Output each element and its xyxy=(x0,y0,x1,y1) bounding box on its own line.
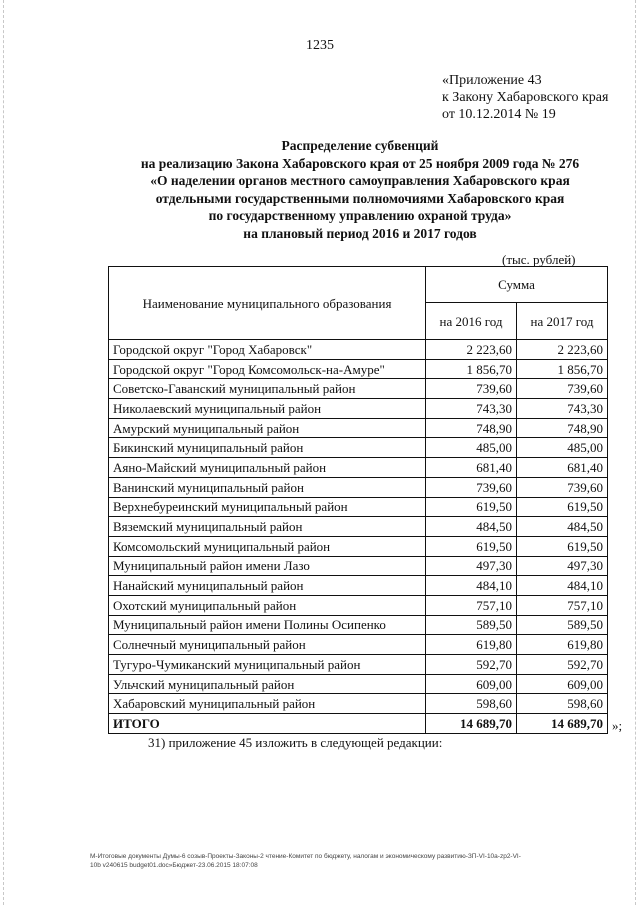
municipality-name: Аяно-Майский муниципальный район xyxy=(109,458,426,478)
municipality-name: Городской округ "Город Комсомольск-на-Амуре" xyxy=(109,359,426,379)
total-label: ИТОГО xyxy=(109,714,426,734)
table-row xyxy=(109,379,608,399)
amount-2016: 484,10 xyxy=(426,576,517,596)
scan-edge-left xyxy=(3,0,5,905)
municipality-name: Ванинский муниципальный район xyxy=(109,477,426,497)
municipality-name: Амурский муниципальный район xyxy=(109,418,426,438)
amount-2017: 619,80 xyxy=(517,635,608,655)
amount-2016: 748,90 xyxy=(426,418,517,438)
municipality-name: Ульчский муниципальный район xyxy=(109,674,426,694)
table-row xyxy=(109,674,608,694)
appendix-line: к Закону Хабаровского края xyxy=(442,90,609,105)
table-row xyxy=(109,694,608,714)
amount-2016: 681,40 xyxy=(426,458,517,478)
municipality-name: Муниципальный район имени Лазо xyxy=(109,556,426,576)
municipality-name: Комсомольский муниципальный район xyxy=(109,536,426,556)
appendix-line: от 10.12.2014 № 19 xyxy=(442,107,556,122)
municipality-name: Муниципальный район имени Полины Осипенко xyxy=(109,615,426,635)
amount-2017: 1 856,70 xyxy=(517,359,608,379)
municipality-name: Николаевский муниципальный район xyxy=(109,399,426,419)
amount-2016: 609,00 xyxy=(426,674,517,694)
municipality-name: Солнечный муниципальный район xyxy=(109,635,426,655)
municipality-name: Верхнебуреинский муниципальный район xyxy=(109,497,426,517)
amount-2016: 589,50 xyxy=(426,615,517,635)
amount-2017: 592,70 xyxy=(517,655,608,675)
amount-2016: 1 856,70 xyxy=(426,359,517,379)
document-title xyxy=(60,137,640,242)
municipality-name: Бикинский муниципальный район xyxy=(109,438,426,458)
units-note: (тыс. рублей) xyxy=(502,252,576,267)
table-row xyxy=(109,556,608,576)
amount-2016: 739,60 xyxy=(426,477,517,497)
amount-2016: 743,30 xyxy=(426,399,517,419)
amount-2017: 2 223,60 xyxy=(517,340,608,360)
title-line: отдельными государственными полномочиями Хабаровского края xyxy=(155,190,565,206)
amount-2016: 592,70 xyxy=(426,655,517,675)
amount-2016: 598,60 xyxy=(426,694,517,714)
amount-2017: 609,00 xyxy=(517,674,608,694)
table-row xyxy=(109,418,608,438)
header-municipality: Наименование муниципального образования xyxy=(109,267,426,340)
footer-line: М-Итоговые документы Думы-6 созыв-Проекты-Законы-2 чтение-Комитет по бюджету, налогам и экономическому развитию-ЗП-VI-10a-zp2-VI- xyxy=(90,853,521,860)
municipality-name: Нанайский муниципальный район xyxy=(109,576,426,596)
table-row xyxy=(109,655,608,675)
file-path-footer xyxy=(90,852,610,870)
amount-2017: 757,10 xyxy=(517,595,608,615)
municipality-name: Вяземский муниципальный район xyxy=(109,517,426,537)
header-sum: Сумма xyxy=(426,267,608,303)
appendix-line: «Приложение 43 xyxy=(442,73,542,88)
table-row xyxy=(109,359,608,379)
table-body xyxy=(109,340,608,714)
municipality-name: Советско-Гаванский муниципальный район xyxy=(109,379,426,399)
title-line: на плановый период 2016 и 2017 годов xyxy=(243,225,477,241)
amount-2016: 739,60 xyxy=(426,379,517,399)
page-number: 1235 xyxy=(306,38,334,53)
amount-2017: 748,90 xyxy=(517,418,608,438)
header-2017: на 2017 год xyxy=(517,303,608,340)
amount-2016: 757,10 xyxy=(426,595,517,615)
amount-2017: 739,60 xyxy=(517,379,608,399)
footer-line: 10b v240615 budget01.doc»Бюджет-23.06.2015 18:07:08 xyxy=(90,862,258,869)
total-2017: 14 689,70 xyxy=(517,714,608,734)
title-line: по государственному управлению охраной труда» xyxy=(208,208,512,223)
total-row xyxy=(109,714,608,734)
amount-2017: 743,30 xyxy=(517,399,608,419)
municipality-name: Городской округ "Город Хабаровск" xyxy=(109,340,426,360)
amount-2017: 497,30 xyxy=(517,556,608,576)
amount-2017: 485,00 xyxy=(517,438,608,458)
amount-2016: 484,50 xyxy=(426,517,517,537)
table-row xyxy=(109,399,608,419)
amount-2016: 2 223,60 xyxy=(426,340,517,360)
amount-2016: 619,80 xyxy=(426,635,517,655)
amount-2016: 619,50 xyxy=(426,497,517,517)
table-row xyxy=(109,438,608,458)
header-2016: на 2016 год xyxy=(426,303,517,340)
title-line: «О наделении органов местного самоуправления Хабаровского края xyxy=(150,173,570,188)
subsidy-table xyxy=(108,266,608,734)
scan-edge-right xyxy=(635,0,637,905)
appendix-reference xyxy=(442,72,608,123)
municipality-name: Тугуро-Чумиканский муниципальный район xyxy=(109,655,426,675)
amount-2017: 589,50 xyxy=(517,615,608,635)
table-row xyxy=(109,536,608,556)
amount-2017: 484,50 xyxy=(517,517,608,537)
next-item-text: 31) приложение 45 изложить в следующей редакции: xyxy=(148,735,443,750)
municipality-name: Хабаровский муниципальный район xyxy=(109,694,426,714)
amount-2017: 619,50 xyxy=(517,536,608,556)
table-row xyxy=(109,615,608,635)
amount-2017: 619,50 xyxy=(517,497,608,517)
amount-2017: 681,40 xyxy=(517,458,608,478)
amount-2017: 484,10 xyxy=(517,576,608,596)
table-row xyxy=(109,635,608,655)
table-row xyxy=(109,497,608,517)
amount-2016: 497,30 xyxy=(426,556,517,576)
total-2016: 14 689,70 xyxy=(426,714,517,734)
title-line: на реализацию Закона Хабаровского края от 25 ноября 2009 года № 276 xyxy=(140,155,580,171)
amount-2016: 485,00 xyxy=(426,438,517,458)
table-row xyxy=(109,595,608,615)
municipality-name: Охотский муниципальный район xyxy=(109,595,426,615)
title-line: Распределение субвенций xyxy=(281,138,439,153)
amount-2017: 739,60 xyxy=(517,477,608,497)
amount-2017: 598,60 xyxy=(517,694,608,714)
table-row xyxy=(109,340,608,360)
table-row xyxy=(109,458,608,478)
table-row xyxy=(109,576,608,596)
table-row xyxy=(109,517,608,537)
amount-2016: 619,50 xyxy=(426,536,517,556)
table-row xyxy=(109,477,608,497)
quote-close: »; xyxy=(612,718,623,733)
